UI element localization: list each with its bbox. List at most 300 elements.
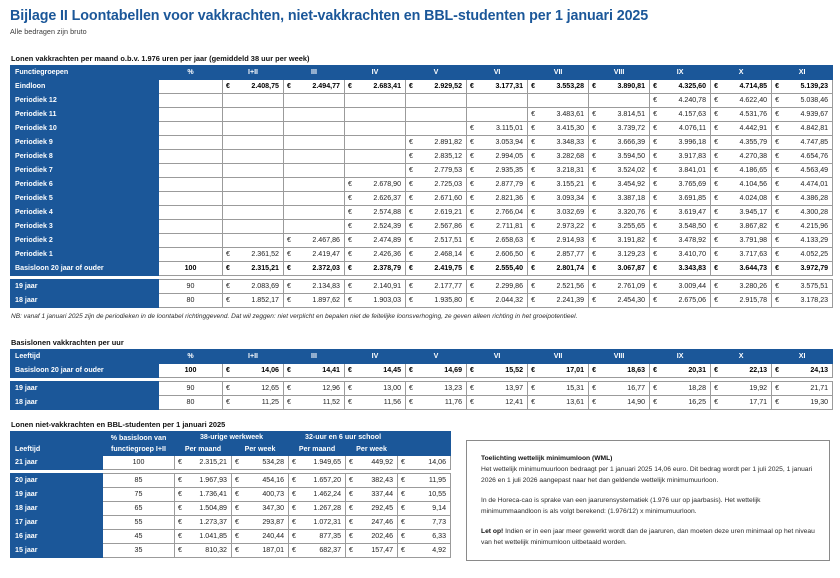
wage-value: 24,13 [781,364,833,378]
wage-value: 15,52 [476,364,528,378]
table-row [11,206,833,220]
row-label: Periodiek 11 [11,108,159,122]
currency-symbol: € [528,122,537,136]
currency-symbol: € [711,262,720,276]
row-percent [159,136,223,150]
wage-value: 2.474,89 [354,234,406,248]
row-percent [159,94,223,108]
table-row [11,364,833,378]
currency-symbol: € [772,150,781,164]
table1-th-group-VIII: VIII [589,66,650,80]
table-row [11,502,451,516]
currency-symbol: € [232,456,241,470]
wage-value: 17,71 [720,396,772,410]
currency-symbol: € [589,150,598,164]
currency-symbol: € [467,382,476,396]
currency-symbol [284,122,293,136]
wage-value: 3.282,68 [537,150,589,164]
wage-value: 15,31 [537,382,589,396]
row-label: Periodiek 12 [11,94,159,108]
currency-symbol: € [345,220,354,234]
row-label: 19 jaar [11,280,159,294]
table1-note: NB: vanaf 1 januari 2025 zijn de periodieken in de loontabel richtinggevend. Dat wil zeggen: niet verplicht en bepalen niet de feitelijke loonsverhoging, ze geven alleen richting in het groeipotentieel. [11,313,578,320]
wage-value: 2.619,21 [415,206,467,220]
currency-symbol: € [406,220,415,234]
wage-value: 2.835,12 [415,150,467,164]
currency-symbol: € [589,178,598,192]
currency-symbol: € [711,396,720,410]
row-percent: 100 [159,262,223,276]
wage-value [232,206,284,220]
row-percent [159,248,223,262]
wage-value: 12,65 [232,382,284,396]
row-percent: 80 [159,294,223,308]
currency-symbol: € [345,396,354,410]
wage-value: 2.361,52 [232,248,284,262]
wage-value [232,122,284,136]
currency-symbol [406,122,415,136]
wage-value: 14,06 [232,364,284,378]
wage-value: 2.419,47 [293,248,345,262]
wage-value [415,94,467,108]
currency-symbol: € [398,474,407,488]
currency-symbol: € [467,150,476,164]
currency-symbol: € [589,396,598,410]
table2-th-group-VII: VII [528,350,589,364]
wage-value: 3.666,39 [598,136,650,150]
currency-symbol: € [467,280,476,294]
wage-value: 4.474,01 [781,178,833,192]
wage-week-32: 157,47 [355,544,398,558]
currency-symbol: € [650,94,659,108]
wage-value: 13,23 [415,382,467,396]
currency-symbol: € [528,164,537,178]
currency-symbol: € [345,178,354,192]
currency-symbol: € [289,456,298,470]
currency-symbol: € [589,136,598,150]
wage-value: 13,97 [476,382,528,396]
table-row [11,488,451,502]
currency-symbol: € [467,80,476,94]
currency-symbol [223,192,232,206]
wage-month-38: 2.315,21 [184,456,232,470]
currency-symbol [284,94,293,108]
currency-symbol: € [398,516,407,530]
currency-symbol: € [589,364,598,378]
currency-symbol: € [467,178,476,192]
wage-value: 3.320,76 [598,206,650,220]
currency-symbol: € [528,280,537,294]
currency-symbol: € [346,516,355,530]
wage-value: 3.191,82 [598,234,650,248]
wage-value: 3.972,79 [781,262,833,276]
row-percent [159,206,223,220]
wage-month-38: 1.736,41 [184,488,232,502]
wage-value [232,164,284,178]
wage-value: 2.658,63 [476,234,528,248]
wage-value: 2.134,83 [293,280,345,294]
table1-th-label: Functiegroepen [11,66,159,80]
th-32-uur-school: 32-uur en 6 uur school [289,432,398,444]
wage-value [293,164,345,178]
currency-symbol: € [528,262,537,276]
currency-symbol: € [289,474,298,488]
wage-value [354,122,406,136]
currency-symbol: € [650,220,659,234]
wage-value: 3.454,92 [598,178,650,192]
table2-th-group-I+II: I+II [223,350,284,364]
th-38-per-week: Per week [232,444,289,456]
wage-value: 2.454,30 [598,294,650,308]
wage-value: 3.841,01 [659,164,711,178]
page-title: Bijlage II Loontabellen voor vakkrachten, niet-vakkrachten en BBL-studenten per 1 januari 2025 [10,8,649,24]
row-label: Periodiek 5 [11,192,159,206]
currency-symbol: € [528,206,537,220]
currency-symbol: € [711,108,720,122]
currency-symbol: € [406,80,415,94]
currency-symbol: € [589,192,598,206]
wage-value: 3.814,51 [598,108,650,122]
wage-value [476,108,528,122]
currency-symbol [467,94,476,108]
table-row [11,80,833,94]
wage-value: 4.052,25 [781,248,833,262]
wage-week-38: 240,44 [241,530,289,544]
currency-symbol [223,206,232,220]
currency-symbol: € [772,248,781,262]
currency-symbol [345,150,354,164]
currency-symbol: € [528,150,537,164]
currency-symbol: € [345,234,354,248]
currency-symbol: € [406,234,415,248]
currency-symbol: € [772,94,781,108]
currency-symbol: € [711,248,720,262]
currency-symbol: € [467,248,476,262]
wage-value: 5.038,46 [781,94,833,108]
currency-symbol: € [772,220,781,234]
wage-value: 2.574,88 [354,206,406,220]
row-label: Periodiek 6 [11,178,159,192]
currency-symbol: € [528,80,537,94]
currency-symbol: € [650,396,659,410]
currency-symbol: € [346,488,355,502]
currency-symbol: € [772,178,781,192]
row-percent [159,108,223,122]
table-row [11,164,833,178]
wage-value [415,122,467,136]
wage-value: 4.622,40 [720,94,772,108]
wage-value: 3.067,87 [598,262,650,276]
wage-month-32: 1.949,65 [298,456,346,470]
wage-value [293,108,345,122]
currency-symbol: € [175,516,184,530]
currency-symbol [223,136,232,150]
wage-value: 2.606,50 [476,248,528,262]
table1-th-group-XI: XI [772,66,833,80]
wage-value: 2.857,77 [537,248,589,262]
wage-value: 21,71 [781,382,833,396]
currency-symbol: € [467,164,476,178]
wage-value: 3.218,31 [537,164,589,178]
table-row [11,220,833,234]
wage-value [293,206,345,220]
currency-symbol: € [289,488,298,502]
wage-value: 4.240,78 [659,94,711,108]
wage-week-38: 400,73 [241,488,289,502]
currency-symbol: € [772,280,781,294]
currency-symbol: € [467,136,476,150]
wage-week-32: 202,46 [355,530,398,544]
currency-symbol [223,150,232,164]
wage-value [354,108,406,122]
wage-value: 2.524,39 [354,220,406,234]
currency-symbol: € [650,364,659,378]
wage-week-38: 187,01 [241,544,289,558]
currency-symbol: € [772,262,781,276]
wage-value: 2.378,79 [354,262,406,276]
currency-symbol: € [232,502,241,516]
wage-value [354,150,406,164]
currency-symbol [284,164,293,178]
wage-week-32: 292,45 [355,502,398,516]
table2-th-group-VI: VI [467,350,528,364]
currency-symbol: € [406,136,415,150]
currency-symbol: € [406,248,415,262]
wage-value: 19,92 [720,382,772,396]
table1-th-group-VI: VI [467,66,528,80]
currency-symbol: € [528,192,537,206]
table-row [11,178,833,192]
wage-value: 4.747,85 [781,136,833,150]
wage-value: 3.053,94 [476,136,528,150]
currency-symbol: € [398,544,407,558]
row-percent: 55 [103,516,175,530]
currency-symbol [284,206,293,220]
table-row [11,530,451,544]
table2-th-group-X: X [711,350,772,364]
wage-value: 2.675,06 [659,294,711,308]
currency-symbol: € [711,80,720,94]
row-percent [159,234,223,248]
wage-value: 16,25 [659,396,711,410]
table-row [11,396,833,410]
currency-symbol: € [346,544,355,558]
currency-symbol: € [223,262,232,276]
currency-symbol: € [589,248,598,262]
wage-value [232,136,284,150]
currency-symbol: € [284,294,293,308]
wage-value: 2.891,82 [415,136,467,150]
wage-value: 3.717,63 [720,248,772,262]
row-percent: 100 [159,364,223,378]
currency-symbol: € [650,234,659,248]
currency-symbol [223,94,232,108]
currency-symbol: € [175,488,184,502]
wage-month-32: 1.462,24 [298,488,346,502]
currency-symbol: € [406,382,415,396]
currency-symbol [589,94,598,108]
currency-symbol: € [589,80,598,94]
wage-value: 4.076,11 [659,122,711,136]
currency-symbol: € [346,474,355,488]
currency-symbol: € [650,262,659,276]
table2-th-percent: % [159,350,223,364]
wage-value: 3.410,70 [659,248,711,262]
table-row [11,108,833,122]
row-percent: 90 [159,280,223,294]
currency-symbol: € [232,544,241,558]
currency-symbol: € [772,192,781,206]
wage-value: 3.996,18 [659,136,711,150]
currency-symbol: € [711,220,720,234]
currency-symbol [284,150,293,164]
wage-value [232,234,284,248]
row-percent [159,220,223,234]
currency-symbol: € [284,364,293,378]
currency-symbol: € [711,280,720,294]
table2-th-group-III: III [284,350,345,364]
row-percent: 80 [159,396,223,410]
wage-value: 2.929,52 [415,80,467,94]
currency-symbol: € [772,122,781,136]
wage-month-32: 1.072,31 [298,516,346,530]
currency-symbol [345,94,354,108]
wage-value [232,150,284,164]
currency-symbol [223,164,232,178]
currency-symbol: € [528,108,537,122]
wage-value: 22,13 [720,364,772,378]
currency-symbol: € [711,294,720,308]
wage-value: 2.779,53 [415,164,467,178]
currency-symbol: € [406,164,415,178]
currency-symbol: € [772,364,781,378]
wage-value: 1.935,80 [415,294,467,308]
currency-symbol [345,122,354,136]
th-per-arbeidsuur [398,444,451,456]
row-label: 17 jaar [11,516,103,530]
wml-text-1: Het wettelijk minimumuurloon bedraagt per 1 januari 2025 14,06 euro. Dit bedrag wordt per 1 juli 2025, 1 januari 2026 en 1 juli 2026 aangepast naar het dan geldende wettelijk minimumuurloon. [481,466,813,485]
currency-symbol: € [406,396,415,410]
currency-symbol: € [650,136,659,150]
currency-symbol: € [589,108,598,122]
wage-per-hour: 11,95 [407,474,451,488]
row-label: Periodiek 8 [11,150,159,164]
wage-table-nonskilled [10,431,451,558]
row-label: 16 jaar [11,530,103,544]
row-percent [159,150,223,164]
wage-value: 1.903,03 [354,294,406,308]
wml-letop-lead: Let op! [481,528,504,536]
wage-value: 3.791,98 [720,234,772,248]
currency-symbol: € [650,150,659,164]
wage-month-32: 1.267,28 [298,502,346,516]
th-38-per-maand: Per maand [175,444,232,456]
currency-symbol: € [289,502,298,516]
currency-symbol: € [772,164,781,178]
wage-value: 3.343,83 [659,262,711,276]
wage-value: 11,56 [354,396,406,410]
th-32-per-week: Per week [346,444,398,456]
page-subtitle: Alle bedragen zijn bruto [10,27,87,36]
wml-paragraph-2: In de Horeca-cao is sprake van een jaarurensystematiek (1.976 uur op jaarbasis). Het wettelijk minimummaandloon is als volgt berekend: (1.976/12) x minimumuurloon. [481,497,761,516]
wage-value [293,192,345,206]
wage-value: 14,69 [415,364,467,378]
wage-value: 2.426,36 [354,248,406,262]
wage-value: 2.408,75 [232,80,284,94]
currency-symbol: € [467,262,476,276]
table-row [11,456,451,470]
wage-value: 3.255,65 [598,220,650,234]
currency-symbol: € [772,396,781,410]
row-label: Basisloon 20 jaar of ouder [11,364,159,378]
currency-symbol [345,136,354,150]
wage-value: 2.678,90 [354,178,406,192]
wage-value: 3.553,28 [537,80,589,94]
currency-symbol: € [223,80,232,94]
table2-th-group-VIII: VIII [589,350,650,364]
th-38-urige-werkweek: 38-urige werkweek [175,432,289,444]
currency-symbol: € [406,294,415,308]
table-row [11,122,833,136]
wage-value: 4.714,85 [720,80,772,94]
currency-symbol: € [528,248,537,262]
currency-symbol: € [772,206,781,220]
wage-value: 3.945,17 [720,206,772,220]
table1-caption: Lonen vakkrachten per maand o.b.v. 1.976 uren per jaar (gemiddeld 38 uur per week) [11,54,310,63]
wage-value: 2.468,14 [415,248,467,262]
currency-symbol: € [232,474,241,488]
table-row [11,544,451,558]
row-label: Eindloon [11,80,159,94]
wage-value [293,150,345,164]
wage-week-38: 534,28 [241,456,289,470]
wage-value: 2.725,03 [415,178,467,192]
wage-per-hour: 14,06 [407,456,451,470]
wage-value: 4.133,29 [781,234,833,248]
row-label: Periodiek 4 [11,206,159,220]
row-label: 18 jaar [11,502,103,516]
row-label: 21 jaar [11,456,103,470]
wage-value: 4.442,91 [720,122,772,136]
currency-symbol: € [711,364,720,378]
table1-th-group-III: III [284,66,345,80]
currency-symbol: € [589,206,598,220]
currency-symbol: € [467,364,476,378]
currency-symbol: € [650,206,659,220]
currency-symbol: € [398,530,407,544]
wage-value: 11,76 [415,396,467,410]
wage-week-38: 293,87 [241,516,289,530]
wage-value: 2.467,86 [293,234,345,248]
table1-th-percent: % [159,66,223,80]
wage-value: 1.852,17 [232,294,284,308]
wage-value: 3.644,73 [720,262,772,276]
wage-value [293,178,345,192]
currency-symbol: € [467,234,476,248]
wage-table-hourly [10,349,833,410]
currency-symbol: € [345,192,354,206]
currency-symbol: € [711,122,720,136]
th-pct-basisloon: % basisloon van functiegroep I+II [103,432,175,456]
wage-value: 2.044,32 [476,294,528,308]
row-percent: 85 [103,474,175,488]
wage-value: 16,77 [598,382,650,396]
currency-symbol: € [589,122,598,136]
currency-symbol: € [223,280,232,294]
currency-symbol: € [589,220,598,234]
currency-symbol [284,178,293,192]
wage-month-38: 810,32 [184,544,232,558]
